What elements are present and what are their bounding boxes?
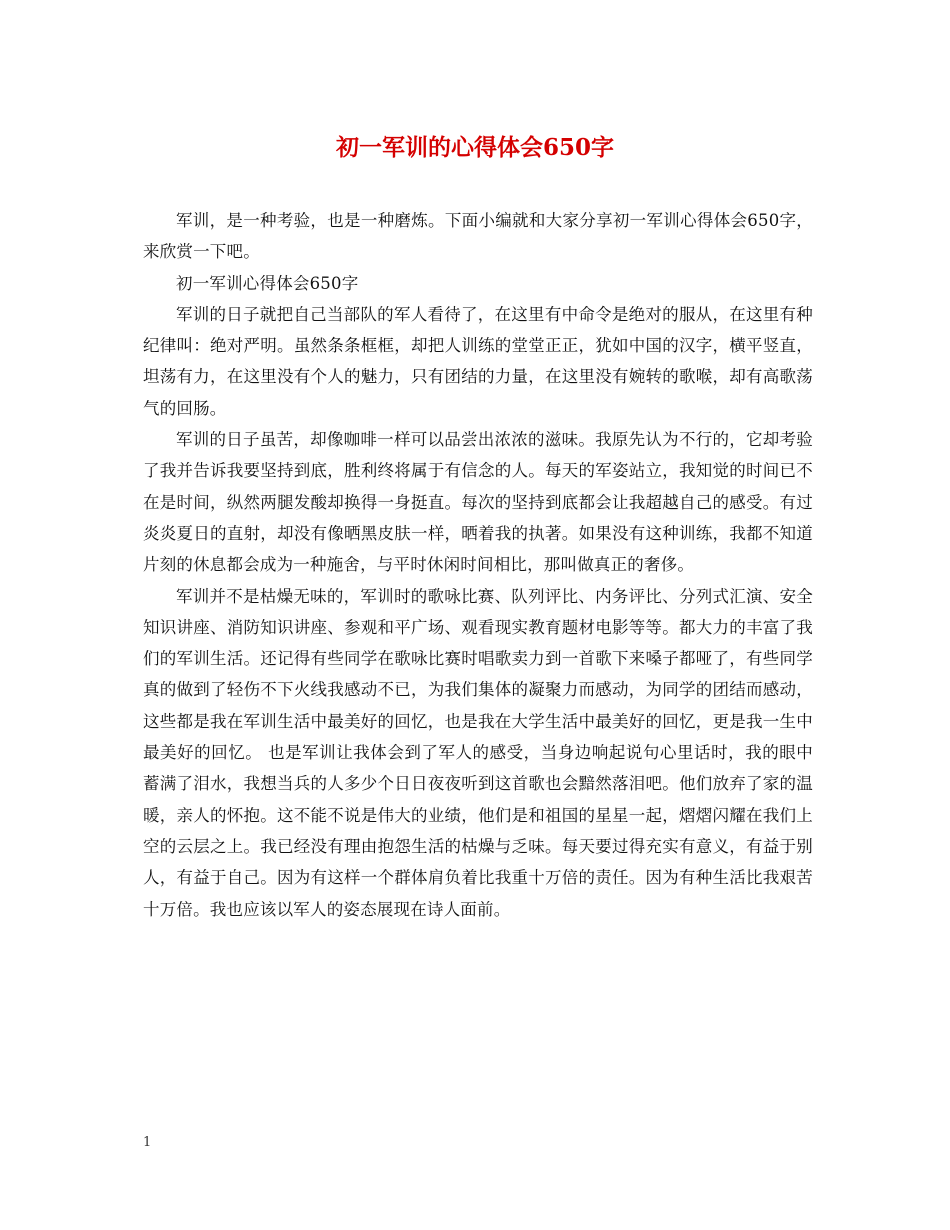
body-paragraph-3: 军训并不是枯燥无味的，军训时的歌咏比赛、队列评比、内务评比、分列式汇演、安全知识讲座、消防知识讲座、参观和平广场、观看现实教育题材电影等等。都大力的丰富了我们的军训生活。还记得有些同学在歌咏比赛时唱歌卖力到一首歌下来嗓子都哑了，有些同学真的做到了轻伤不下火线我感动不已，为我们集体的凝聚力而感动，为同学的团结而感动，这些都是我在军训生活中最美好的回忆，也是我在大学生活中最美好的回忆，更是我一生中最美好的回忆。 也是军训让我体会到了军人的感受，当身边响起说句心里话时，我的眼中蓄满了泪水，我想当兵的人多少个日日夜夜听到这首歌也会黯然落泪吧。他们放弃了家的温暖，亲人的怀抱。这不能不说是伟大的业绩，他们是和祖国的星星一起，熠熠闪耀在我们上空的云层之上。我已经没有理由抱怨生活的枯燥与乏味。每天要过得充实有意义，有益于别人，有益于自己。因为有这样一个群体肩负着比我重十万倍的责任。因为有种生活比我艰苦十万倍。我也应该以军人的姿态展现在诗人面前。 bbox=[143, 586, 813, 919]
body-paragraph-1: 军训的日子就把自己当部队的军人看待了，在这里有中命令是绝对的服从，在这里有种纪律叫：绝对严明。虽然条条框框，却把人训练的堂堂正正，犹如中国的汉字，横平竖直，坦荡有力，在这里没有个人的魅力，只有团结的力量，在这里没有婉转的歌喉，却有高歌荡气的回肠。 bbox=[143, 304, 813, 418]
document-title: 初一军训的心得体会650字 bbox=[335, 134, 614, 161]
intro-paragraph: 军训，是一种考验，也是一种磨炼。下面小编就和大家分享初一军训心得体会650字，来欣赏一下吧。 bbox=[143, 211, 813, 262]
body-paragraph-2: 军训的日子虽苦，却像咖啡一样可以品尝出浓浓的滋味。我原先认为不行的，它却考验了我并告诉我要坚持到底，胜利终将属于有信念的人。每天的军姿站立，我知觉的时间已不在是时间，纵然两腿发酸却换得一身挺直。每次的坚持到底都会让我超越自己的感受。有过炎炎夏日的直射，却没有像晒黑皮肤一样，晒着我的执著。如果没有这种训练，我都不知道片刻的休息都会成为一种施舍，与平时休闲时间相比，那叫做真正的奢侈。 bbox=[143, 430, 813, 575]
page-number: 1 bbox=[143, 1135, 152, 1150]
document-body bbox=[143, 205, 813, 925]
section-heading: 初一军训心得体会650字 bbox=[176, 273, 359, 293]
